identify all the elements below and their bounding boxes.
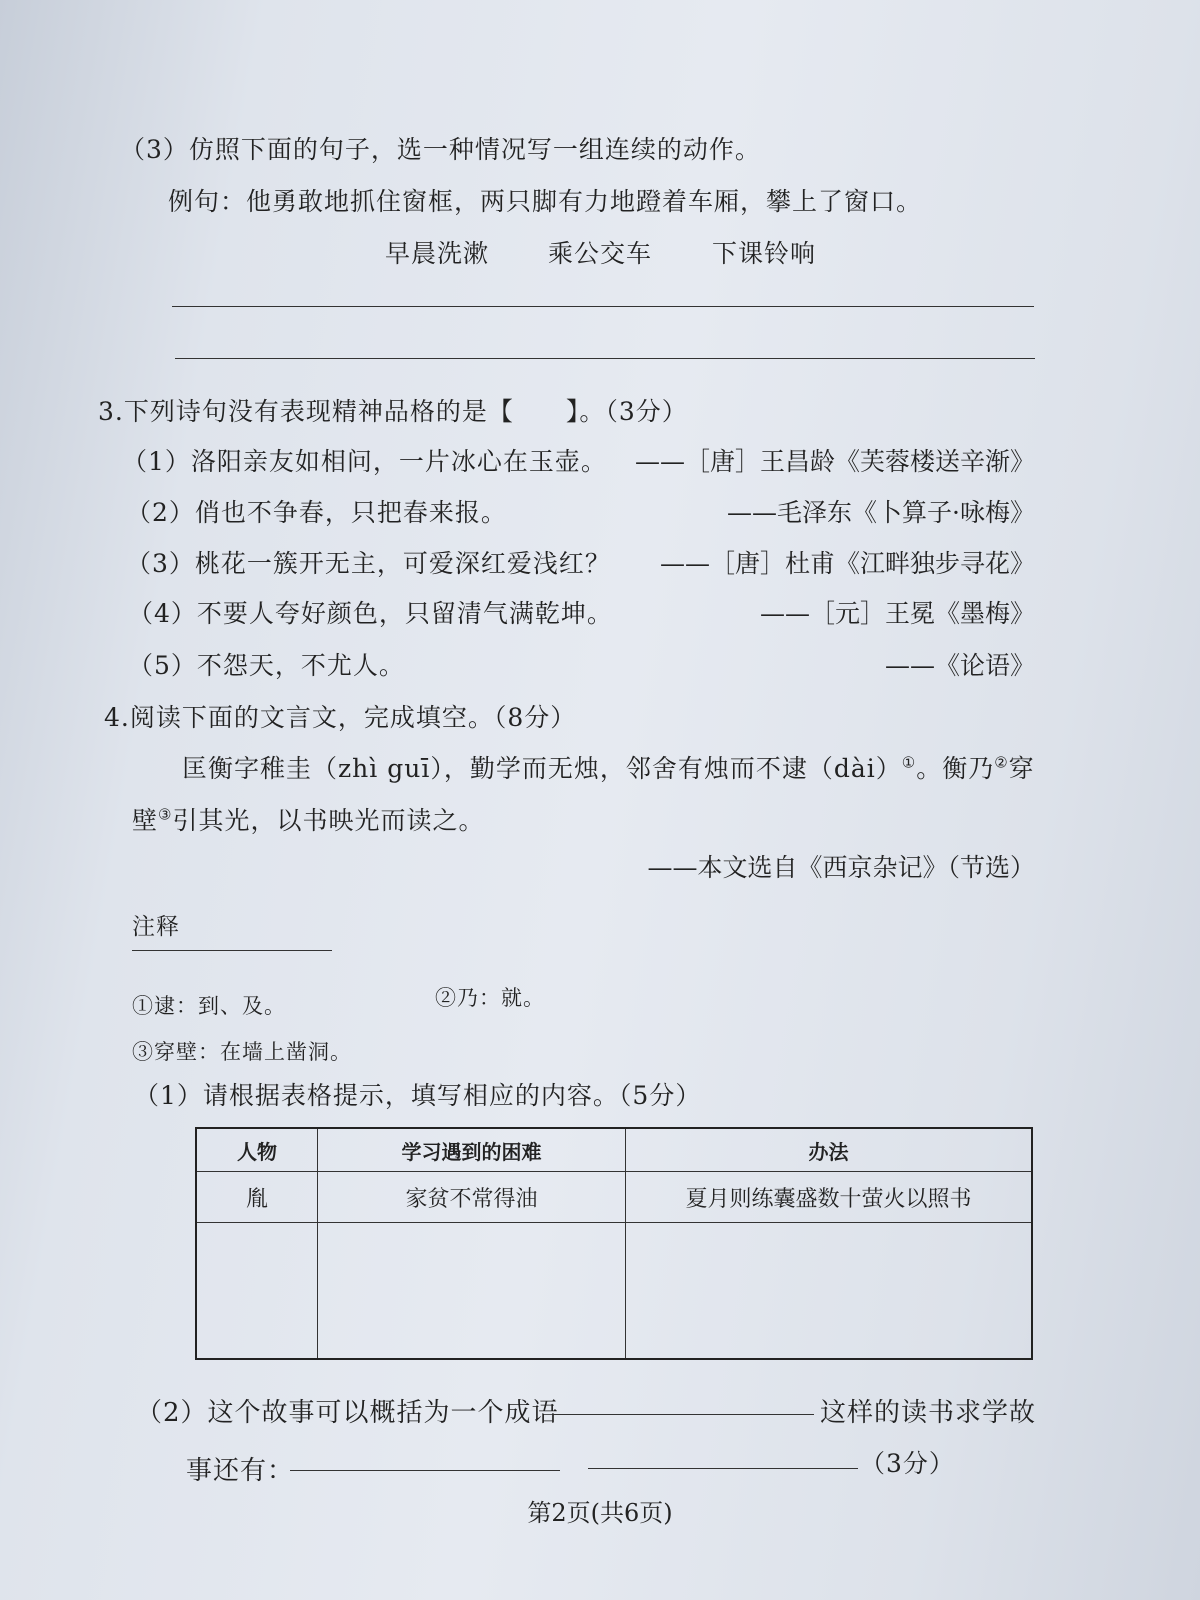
q2-3-option-1: 早晨洗漱 — [385, 239, 490, 268]
q4-passage-line-2 — [132, 801, 484, 837]
q4-prompt: 4.阅读下面的文言文，完成填空。（8分） — [104, 703, 577, 732]
cell-difficulty: 家贫不常得油 — [318, 1172, 626, 1223]
q3-item-4-source: ——［元］王冕《墨梅》 — [759, 599, 1035, 628]
q4-passage-line-1 — [182, 749, 1035, 785]
passage-text: 壁 — [132, 806, 159, 835]
q4-sub-2-line-2: 事还有： — [186, 1456, 295, 1486]
cell-person: 胤 — [196, 1172, 318, 1223]
table-row-blank[interactable] — [196, 1223, 1032, 1360]
q3-item-2: （2）俏也不争春，只把春来报。 — [126, 498, 507, 527]
q3-item-3-source: ——［唐］杜甫《江畔独步寻花》 — [659, 549, 1035, 578]
q3-item-4: （4）不要人夸好颜色，只留清气满乾坤。 — [128, 599, 613, 628]
q4-sub-1: （1）请根据表格提示，填写相应的内容。（5分） — [134, 1081, 702, 1110]
q4-sub-2-line-1b: 这样的读书求学故 — [820, 1398, 1037, 1428]
passage-text: 匡衡字稚圭（zhì guī），勤学而无烛，邻舍有烛而不逮（dài） — [182, 754, 902, 783]
note-marker-2: ② — [994, 753, 1009, 772]
q4-sub-2-line-1: （2）这个故事可以概括为一个成语 — [136, 1398, 559, 1428]
q2-3-prompt: （3）仿照下面的句子，选一种情况写一组连续的动作。 — [120, 135, 761, 164]
q3-item-1-source: ——［唐］王昌龄《芙蓉楼送辛渐》 — [634, 447, 1035, 476]
note-marker-3: ③ — [158, 805, 173, 824]
cell-method: 夏月则练囊盛数十萤火以照书 — [626, 1172, 1033, 1223]
q3-item-1: （1）洛阳亲友如相问，一片冰心在玉壶。 — [122, 447, 607, 476]
note-3: ③穿壁：在墙上凿洞。 — [132, 1040, 352, 1064]
q2-3-option-2: 乘公交车 — [548, 239, 653, 268]
page-footer: 第2页(共6页) — [527, 1499, 673, 1527]
blank-cell-person[interactable] — [196, 1223, 318, 1360]
table-row — [196, 1172, 1032, 1223]
q4-passage-source: ——本文选自《西京杂记》（节选） — [647, 853, 1035, 882]
notes-divider — [132, 950, 332, 951]
blank-cell-difficulty[interactable] — [318, 1223, 626, 1360]
idiom-blank[interactable] — [552, 1414, 814, 1415]
passage-text: 。衡乃 — [916, 754, 995, 783]
note-1: ①逮：到、及。 — [132, 994, 286, 1018]
q3-item-2-source: ——毛泽东《卜算子·咏梅》 — [727, 498, 1035, 527]
table-header-row — [196, 1128, 1032, 1172]
header-difficulty: 学习遇到的困难 — [318, 1128, 626, 1172]
note-2: ②乃：就。 — [435, 986, 545, 1010]
q2-3-example: 例句：他勇敢地抓住窗框，两只脚有力地蹬着车厢，攀上了窗口。 — [168, 187, 923, 216]
answer-line-2[interactable] — [175, 358, 1035, 359]
q2-3-option-3: 下课铃响 — [712, 239, 817, 268]
info-table — [195, 1127, 1033, 1360]
blank-cell-method[interactable] — [626, 1223, 1033, 1360]
notes-title: 注释 — [132, 914, 180, 940]
q3-prompt: 3.下列诗句没有表现精神品格的是【 】。（3分） — [98, 397, 688, 426]
story-blank-2[interactable] — [588, 1468, 858, 1469]
story-blank-1[interactable] — [290, 1470, 560, 1471]
passage-text: 引其光，以书映光而读之。 — [172, 806, 485, 835]
header-method: 办法 — [626, 1128, 1033, 1172]
q4-sub-2-score: （3分） — [860, 1449, 955, 1478]
passage-text: 穿 — [1008, 754, 1035, 783]
q3-item-5: （5）不怨天，不尤人。 — [128, 651, 405, 680]
q3-item-5-source: ——《论语》 — [884, 651, 1035, 680]
header-person: 人物 — [196, 1128, 318, 1172]
note-marker-1: ① — [901, 753, 917, 772]
q3-item-3: （3）桃花一簇开无主，可爱深红爱浅红？ — [126, 549, 611, 578]
answer-line-1[interactable] — [172, 306, 1034, 307]
